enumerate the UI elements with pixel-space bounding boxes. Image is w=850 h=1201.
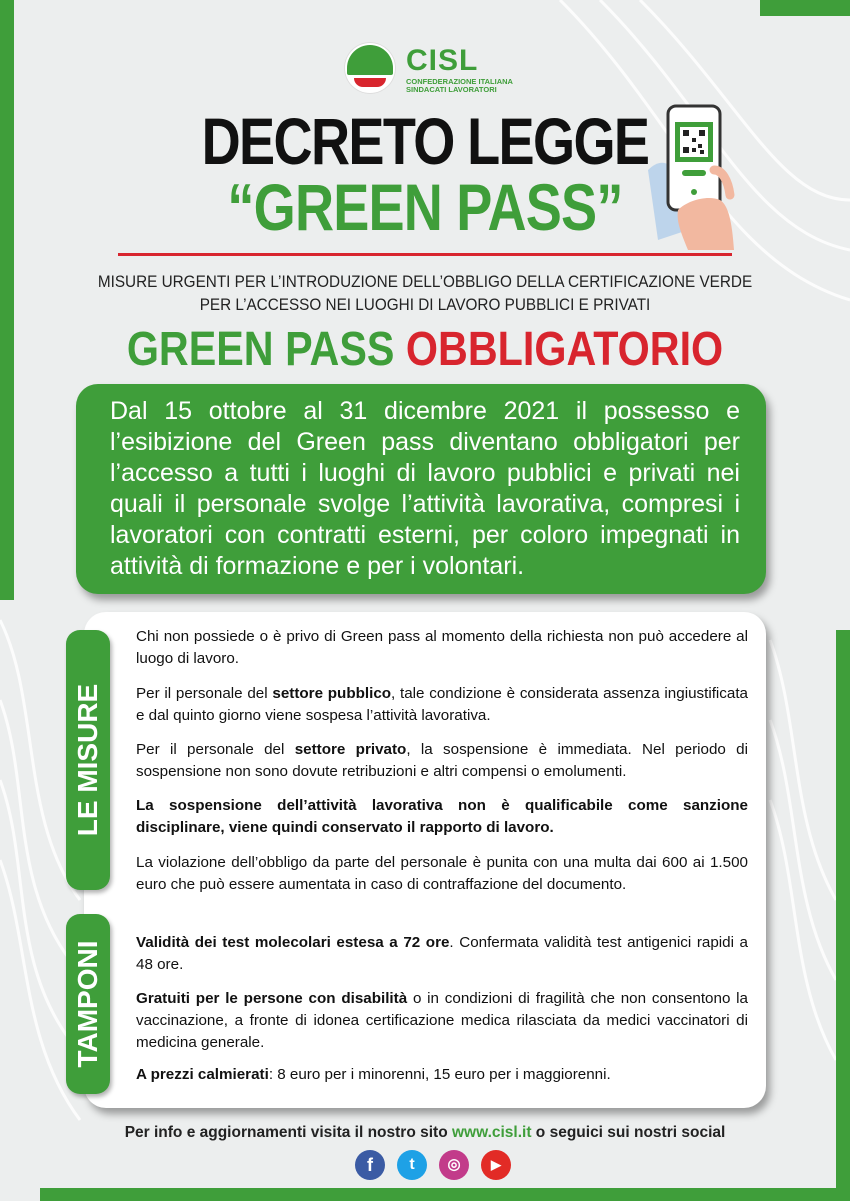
social-links xyxy=(355,1150,515,1184)
tab-le-misure-label: LE MISURE xyxy=(72,683,103,837)
youtube-icon[interactable]: ▶ xyxy=(481,1150,511,1180)
green-accent-left xyxy=(0,0,14,600)
misure-paragraph-4: La sospensione dell’attività lavorativa non è qualificabile come sanzione disciplinare, viene quindi conservato il rapporto di lavoro. xyxy=(136,797,748,836)
tamponi-paragraph-3: A prezzi calmierati: 8 euro per i minorenni, 15 euro per i maggiorenni. xyxy=(136,1066,611,1083)
twitter-icon[interactable]: t xyxy=(397,1150,427,1180)
page-title-line1: DECRETO LEGGE xyxy=(201,104,649,178)
instagram-icon[interactable]: ◎ xyxy=(439,1150,469,1180)
page-title-line2: “GREEN PASS” xyxy=(227,170,623,244)
headline xyxy=(111,322,739,378)
facebook-icon[interactable]: f xyxy=(355,1150,385,1180)
intro-box xyxy=(76,384,766,594)
footer-text: Per info e aggiornamenti visita il nostro sito www.cisl.it o seguici sui nostri social xyxy=(124,1124,726,1141)
misure-paragraph-1: Chi non possiede o è privo di Green pass al momento della richiesta non può accedere al luogo di lavoro. xyxy=(136,628,748,667)
green-accent-top xyxy=(760,0,850,16)
misure-paragraph-3: Per il personale del settore privato, la sospensione è immediata. Nel periodo di sospensione non sono dovute retribuzioni e altri compensi o emolumenti. xyxy=(136,741,749,780)
site-link[interactable]: www.cisl.it xyxy=(451,1124,532,1141)
logo-name: CISL xyxy=(406,44,479,77)
logo-subtitle xyxy=(406,78,526,94)
cisl-logo xyxy=(344,42,524,98)
logo-subtitle-line1: CONFEDERAZIONE ITALIANA xyxy=(406,77,513,86)
tab-le-misure xyxy=(66,630,110,890)
tab-tamponi-label: TAMPONI xyxy=(72,940,103,1068)
logo-subtitle-line2: SINDACATI LAVORATORI xyxy=(406,85,497,94)
misure-paragraph-5: La violazione dell’obbligo da parte del personale è punita con una multa dai 600 ai 1.500 euro che può essere aumentata in caso di contraffazione del documento. xyxy=(136,854,748,893)
phone-qr-icon xyxy=(648,100,738,250)
green-accent-bottom xyxy=(40,1188,850,1201)
headline-red: OBBLIGATORIO xyxy=(405,323,724,376)
tab-tamponi xyxy=(66,914,110,1094)
misure-paragraph-2: Per il personale del settore pubblico, tale condizione è considerata assenza ingiustificata e dal quinto giorno viene sospesa l’attività lavorativa. xyxy=(136,685,748,724)
intro-text: Dal 15 ottobre al 31 dicembre 2021 il possesso e l’esibizione del Green pass diventano obbligatori per l’accesso a tutti i luoghi di lavoro pubblici e privati nei quali il personale svolge l’attività lavorativa, compresi i lavoratori con contratti esterni, per coloro impegnati in attività di formazione e per i volontari. xyxy=(110,397,740,580)
cisl-logo-icon xyxy=(344,42,396,94)
subtitle-line2: PER L’ACCESSO NEI LUOGHI DI LAVORO PUBBLICI E PRIVATI xyxy=(199,295,651,314)
subtitle xyxy=(97,270,754,316)
title-divider xyxy=(118,253,732,256)
subtitle-line1: MISURE URGENTI PER L’INTRODUZIONE DELL’OBBLIGO DELLA CERTIFICAZIONE VERDE xyxy=(97,272,753,291)
headline-green: GREEN PASS xyxy=(126,323,395,376)
tamponi-paragraph-1: Validità dei test molecolari estesa a 72 ore. Confermata validità test antigenici rapidi a 48 ore. xyxy=(136,934,748,973)
tamponi-paragraph-2: Gratuiti per le persone con disabilità o in condizioni di fragilità che non consentono la vaccinazione, a fronte di idonea certificazione medica rilasciata da medici vaccinatori di medicina generale. xyxy=(136,990,749,1051)
green-accent-right xyxy=(836,630,850,1201)
